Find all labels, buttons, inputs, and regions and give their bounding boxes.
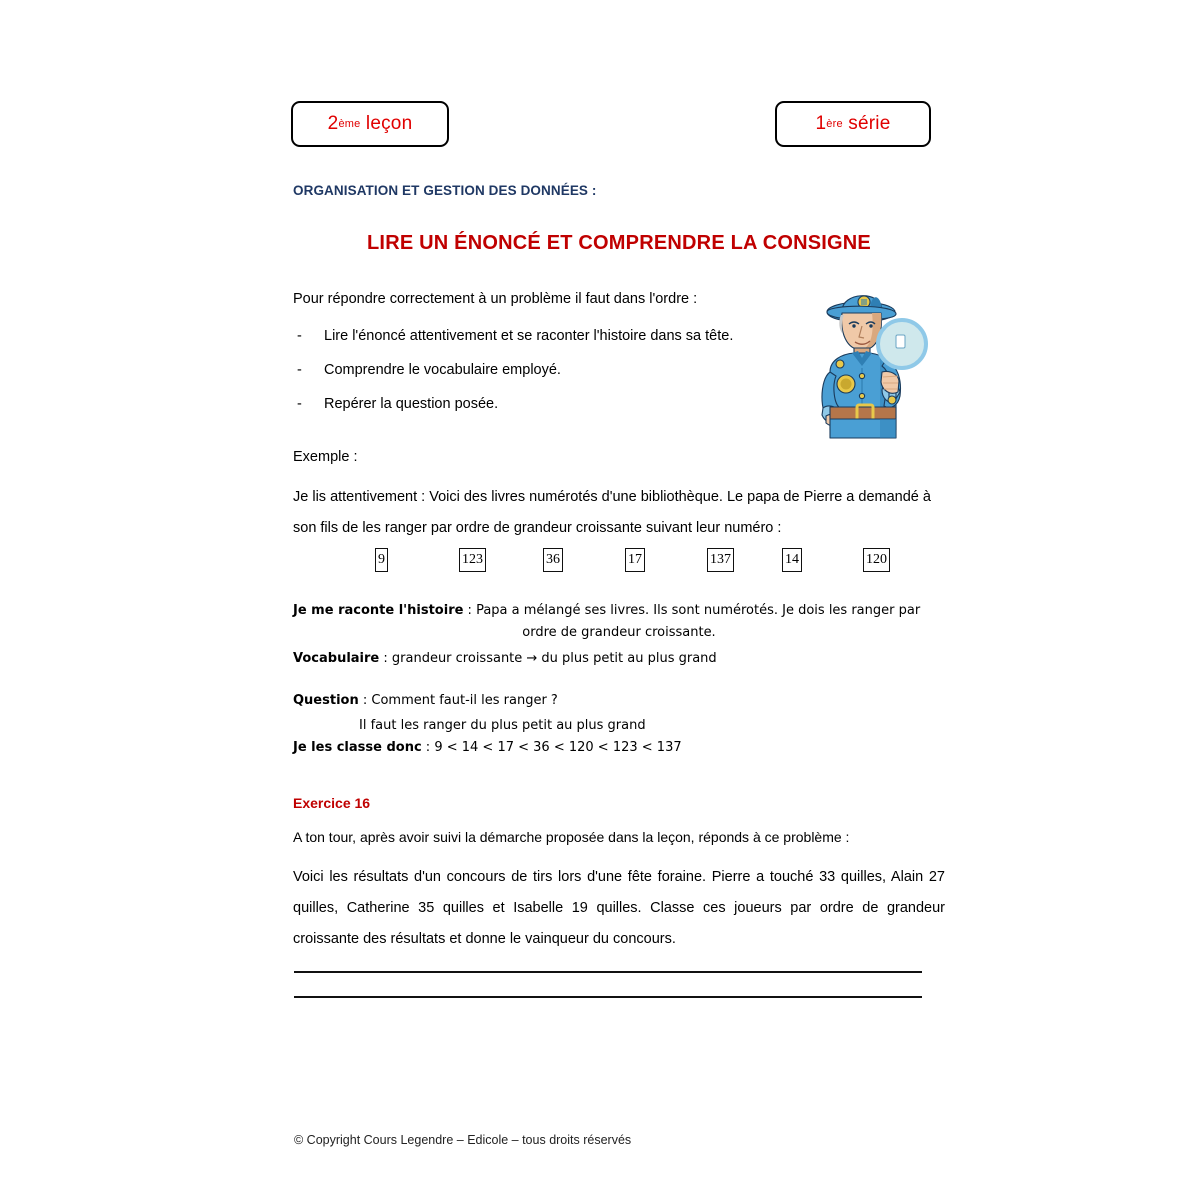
series-tag-word: série xyxy=(848,113,891,134)
book-number-box: 137 xyxy=(707,548,734,572)
list-item-label: Repérer la question posée. xyxy=(324,396,499,412)
intro-line: Pour répondre correctement à un problème il faut dans l'ordre : xyxy=(293,291,698,307)
list-item xyxy=(297,396,498,412)
story-separator: : xyxy=(463,603,477,618)
story-label: Je me raconte l'histoire xyxy=(293,603,464,618)
question-separator: : xyxy=(358,693,372,708)
lesson-tag: 2 ème leçon xyxy=(291,101,449,147)
list-item-label: Comprendre le vocabulaire employé. xyxy=(324,362,561,378)
vocabulary-text: grandeur croissante → du plus petit au plus grand xyxy=(391,651,717,666)
classification-block xyxy=(293,740,945,755)
book-number-box: 36 xyxy=(543,548,563,572)
book-number-box: 123 xyxy=(459,548,486,572)
answer-line[interactable] xyxy=(294,971,922,973)
bullet-marker: - xyxy=(297,362,302,378)
vocabulary-block xyxy=(293,651,945,666)
example-label: Exemple : xyxy=(293,449,358,465)
list-item xyxy=(297,362,561,378)
question-answer: Il faut les ranger du plus petit au plus grand xyxy=(359,718,646,733)
bullet-marker: - xyxy=(297,396,302,412)
classification-text: 9 < 14 < 17 < 36 < 120 < 123 < 137 xyxy=(434,740,682,755)
series-tag-number: 1 xyxy=(815,113,827,134)
exercise-lead: A ton tour, après avoir suivi la démarche proposée dans la leçon, réponds à ce problème : xyxy=(293,829,850,845)
book-number-box: 9 xyxy=(375,548,388,572)
lesson-tag-word: leçon xyxy=(365,113,413,134)
book-number-box: 17 xyxy=(625,548,645,572)
list-item-label: Lire l'énoncé attentivement et se raconter l'histoire dans sa tête. xyxy=(324,328,734,344)
question-block xyxy=(293,688,945,738)
story-continuation: ordre de grandeur croissante. xyxy=(522,625,716,640)
story-text: Papa a mélangé ses livres. Ils sont numérotés. Je dois les ranger par xyxy=(476,603,921,618)
footer-copyright: © Copyright Cours Legendre – Edicole – tous droits réservés xyxy=(294,1133,632,1147)
section-kicker: ORGANISATION ET GESTION DES DONNÉES : xyxy=(293,183,597,198)
question-label: Question xyxy=(293,693,359,708)
page-title: LIRE UN ÉNONCÉ ET COMPRENDRE LA CONSIGNE xyxy=(367,232,871,254)
exercise-body: Voici les résultats d'un concours de tirs lors d'une fête foraine. Pierre a touché 33 quilles, Alain 27 quilles, Catherine 35 quilles et Isabelle 19 quilles. Classe ces joueurs par ordre de grandeur croissante des résultats et donne le vainqueur du concours. xyxy=(293,869,945,947)
classification-label: Je les classe donc xyxy=(293,740,422,755)
classification-separator: : xyxy=(421,740,435,755)
example-reading-line-1: Je lis attentivement : Voici des livres numérotés d'une bibliothèque. Le papa de Pierre a demandé à xyxy=(293,489,931,505)
example-reading xyxy=(293,482,933,544)
vocabulary-separator: : xyxy=(379,651,392,666)
exercise-title: Exercice 16 xyxy=(293,795,371,811)
bullet-marker: - xyxy=(297,328,302,344)
example-reading-line-2: son fils de les ranger par ordre de grandeur croissante suivant leur numéro : xyxy=(293,520,782,536)
answer-line[interactable] xyxy=(294,996,922,998)
story-block xyxy=(293,600,945,644)
book-number-strip xyxy=(293,548,945,574)
series-tag: 1 ère série xyxy=(775,101,931,147)
vocabulary-label: Vocabulaire xyxy=(293,651,380,666)
book-number-box: 120 xyxy=(863,548,890,572)
book-number-box: 14 xyxy=(782,548,802,572)
police-detective-illustration xyxy=(810,280,942,442)
question-text: Comment faut-il les ranger ? xyxy=(371,693,558,708)
lesson-tag-number: 2 xyxy=(327,113,339,134)
list-item xyxy=(297,328,733,344)
